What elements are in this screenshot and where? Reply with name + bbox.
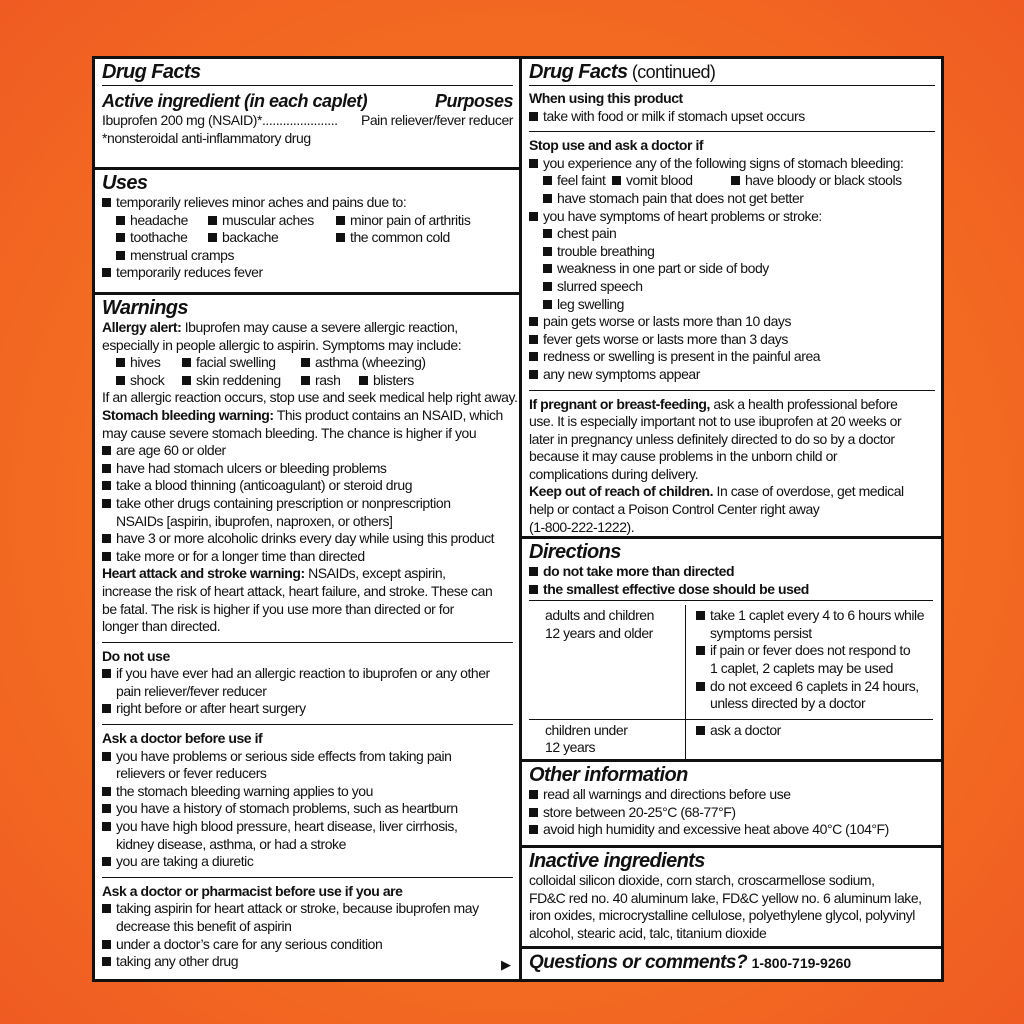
inline-bullet-item — [116, 354, 182, 372]
subheading: Do not use — [102, 647, 170, 664]
bullet-text: slurred speech — [557, 277, 643, 294]
section-title: Inactive ingredients — [529, 850, 705, 872]
questions-line — [529, 952, 935, 974]
bullet-square-icon — [102, 822, 111, 831]
bullet-item — [529, 108, 935, 126]
bullet-text: hives — [130, 354, 161, 371]
bullet-item — [102, 853, 513, 871]
bullet-square-icon — [102, 464, 111, 473]
text: later in pregnancy unless definitely directed to do so by a doctor — [529, 430, 895, 447]
bullet-continuation: pain reliever/fever reducer — [116, 682, 267, 699]
warnings-continued-section — [522, 59, 941, 537]
bullet-square-icon — [529, 825, 538, 834]
bullet-text: you have high blood pressure, heart disease, liver cirrhosis, — [116, 818, 458, 835]
bullet-text: you have problems or serious side effects from taking pain — [116, 747, 452, 764]
bullet-square-icon — [102, 904, 111, 913]
bullet-text: under a doctor’s care for any serious condition — [116, 935, 383, 952]
dosage-cell — [686, 605, 934, 719]
bullet-text: store between 20-25°C (68-77°F) — [543, 803, 736, 820]
inline-bullet-item — [116, 229, 208, 247]
active-ingredient-header — [102, 90, 513, 112]
bullet-square-icon — [543, 300, 552, 309]
bullet-square-icon — [102, 787, 111, 796]
dosage-cell — [686, 719, 934, 761]
bullet-text: have stomach pain that does not get better — [557, 189, 804, 206]
bullet-square-icon — [102, 499, 111, 508]
inline-bullet-item — [731, 172, 935, 190]
bullet-row — [102, 354, 513, 372]
bullet-continuation: kidney disease, asthma, or had a stroke — [116, 835, 346, 852]
bullet-square-icon — [182, 376, 191, 385]
bullet-square-icon — [696, 646, 705, 655]
bullet-item — [102, 460, 513, 478]
bullet-text: do not exceed 6 caplets in 24 hours, — [710, 677, 919, 694]
directions-row — [529, 605, 933, 719]
text-line — [529, 907, 935, 925]
inline-bullet-item — [116, 372, 182, 390]
ingredient-purpose: Pain reliever/fever reducer — [360, 112, 513, 128]
bullet-text: leg swelling — [557, 295, 624, 312]
age-group-line: children under — [545, 721, 628, 738]
text-line — [529, 501, 935, 519]
bullet-text: ask a doctor — [710, 721, 781, 738]
bullet-square-icon — [102, 704, 111, 713]
bullet-text: menstrual cramps — [130, 246, 235, 263]
bullet-square-icon — [543, 282, 552, 291]
bullet-square-icon — [301, 358, 310, 367]
inline-bullet-item — [336, 212, 513, 230]
section-title: Drug Facts — [102, 61, 201, 83]
questions-section — [522, 946, 941, 979]
active-ingredient-section — [95, 59, 519, 168]
age-group-cell — [529, 605, 686, 719]
text-line — [529, 466, 935, 484]
drug-facts-panel — [92, 56, 944, 982]
text: This product contains an NSAID, which — [273, 406, 503, 423]
divider — [102, 877, 513, 878]
bullet-item — [102, 530, 513, 548]
divider — [102, 642, 513, 643]
text-line — [529, 448, 935, 466]
continue-arrow-icon: ▶ — [501, 957, 511, 972]
bullet-text: trouble breathing — [557, 242, 655, 259]
bullet-item — [102, 953, 513, 971]
bullet-text: read all warnings and directions before use — [543, 786, 791, 802]
bullet-text: facial swelling — [196, 354, 276, 371]
sub-bullet-item — [529, 278, 935, 296]
sub-bullet-item — [529, 296, 935, 314]
directions-section — [522, 536, 941, 761]
text: If an allergic reaction occurs, stop use and seek medical help right away. — [102, 389, 518, 406]
bullet-item — [529, 821, 935, 839]
bullet-item — [102, 194, 513, 212]
inline-bullet-item — [182, 354, 301, 372]
inline-bullet-item — [301, 354, 426, 372]
bullet-item — [696, 607, 933, 625]
sub-bullet-item — [529, 243, 935, 261]
bullet-row — [102, 372, 513, 390]
bullet-square-icon — [529, 212, 538, 221]
divider — [529, 600, 933, 601]
bullet-item — [529, 581, 933, 599]
questions-label: Questions or comments? — [529, 952, 748, 973]
bullet-square-icon — [612, 176, 621, 185]
inline-bullet-item — [336, 229, 513, 247]
bullet-square-icon — [543, 194, 552, 203]
bullet-item — [102, 495, 513, 513]
text-line — [529, 890, 935, 908]
bullet-row — [102, 247, 513, 265]
bullet-square-icon — [696, 726, 705, 735]
inline-bullet-item — [301, 372, 359, 390]
bullet-text: you have a history of stomach problems, such as heartburn — [116, 800, 458, 817]
directions-row — [529, 719, 933, 761]
bullet-item — [102, 477, 513, 495]
inactive-ingredients-section — [522, 845, 941, 948]
bullet-item — [529, 208, 935, 226]
text: because it may cause problems in the unborn child or — [529, 448, 838, 465]
inline-bullet-item — [116, 212, 208, 230]
text-line — [102, 319, 513, 337]
age-group-line: 12 years — [545, 739, 596, 756]
text: may cause severe stomach bleeding. The chance is higher if you — [102, 424, 477, 441]
bullet-item — [102, 818, 513, 836]
bullet-text: the smallest effective dose should be used — [543, 580, 809, 597]
uses-section — [95, 167, 519, 294]
text: ask a health professional before — [709, 395, 898, 412]
bullet-square-icon — [102, 752, 111, 761]
bullet-text: the common cold — [350, 229, 450, 246]
text: In case of overdose, get medical — [713, 483, 904, 500]
bullet-square-icon — [102, 552, 111, 561]
bullet-text: you experience any of the following signs of stomach bleeding: — [543, 154, 904, 171]
bold-lead: Keep out of reach of children. — [529, 483, 714, 500]
bullet-continuation: relievers or fever reducers — [116, 765, 267, 782]
text-line — [529, 872, 935, 890]
bullet-text: have bloody or black stools — [745, 172, 902, 189]
bullet-text: redness or swelling is present in the painful area — [543, 348, 821, 365]
text-line — [102, 130, 513, 148]
bullet-text: taking aspirin for heart attack or stroke, because ibuprofen may — [116, 900, 479, 917]
text-line — [102, 601, 513, 619]
bullet-text: if pain or fever does not respond to — [710, 642, 911, 659]
inline-bullet-item — [208, 212, 336, 230]
bullet-square-icon — [182, 358, 191, 367]
bullet-square-icon — [543, 229, 552, 238]
bullet-text: have had stomach ulcers or bleeding problems — [116, 459, 387, 476]
age-group-line: adults and children — [545, 607, 654, 624]
bullet-item — [529, 804, 935, 822]
section-title: Directions — [529, 541, 621, 563]
bullet-text: weakness in one part or side of body — [557, 260, 769, 277]
bullet-text: blisters — [373, 371, 414, 388]
bullet-item — [102, 264, 513, 282]
subheading: Ask a doctor before use if — [102, 730, 263, 747]
bullet-text: toothache — [130, 229, 188, 246]
bullet-square-icon — [102, 669, 111, 678]
text-line — [529, 483, 935, 501]
divider — [529, 131, 935, 132]
bullet-square-icon — [116, 376, 125, 385]
text: alcohol, stearic acid, talc, titanium dioxide — [529, 924, 767, 941]
bullet-square-icon — [116, 233, 125, 242]
text: longer than directed. — [102, 618, 221, 635]
left-column — [95, 59, 522, 979]
bullet-text: avoid high humidity and excessive heat above 40°C (104°F) — [543, 821, 889, 838]
bullet-square-icon — [208, 216, 217, 225]
text-line — [102, 407, 513, 425]
text: NSAIDs, except aspirin, — [304, 565, 446, 582]
bullet-text: minor pain of arthritis — [350, 211, 471, 228]
inline-bullet-item — [543, 172, 612, 190]
inline-bullet-item — [612, 172, 731, 190]
bullet-text: take other drugs containing prescription or nonprescription — [116, 494, 451, 511]
inline-bullet-item — [116, 246, 235, 265]
inline-bullet-item — [208, 229, 336, 247]
bullet-square-icon — [529, 112, 538, 121]
text-line — [529, 413, 935, 431]
divider — [102, 85, 513, 86]
text-line — [529, 431, 935, 449]
bullet-square-icon — [102, 481, 111, 490]
bullet-item — [696, 678, 933, 696]
text: help or contact a Poison Control Center right away — [529, 501, 820, 518]
text: iron oxides, microcrystalline cellulose, polyethylene glycol, polyvinyl — [529, 907, 915, 924]
bullet-text: are age 60 or older — [116, 442, 226, 459]
bold-lead: Stomach bleeding warning: — [102, 406, 274, 423]
text-line — [529, 396, 935, 414]
divider — [529, 85, 935, 86]
bullet-text: take more or for a longer time than directed — [116, 547, 365, 564]
text: colloidal silicon dioxide, corn starch, croscarmellose sodium, — [529, 872, 875, 888]
bullet-text: headache — [130, 211, 188, 228]
bullet-square-icon — [116, 216, 125, 225]
phone-number: 1-800-719-9260 — [751, 955, 852, 971]
text: FD&C red no. 40 aluminum lake, FD&C yellow no. 6 aluminum lake, — [529, 889, 922, 906]
bullet-text: temporarily relieves minor aches and pains due to: — [116, 194, 407, 210]
bullet-text: backache — [222, 229, 279, 246]
age-group-cell — [529, 719, 686, 761]
section-title: Other information — [529, 764, 688, 786]
bullet-square-icon — [102, 534, 111, 543]
text-line — [102, 337, 513, 355]
bullet-item — [102, 748, 513, 766]
bullet-continuation: symptoms persist — [710, 624, 812, 641]
bullet-item — [696, 722, 933, 740]
bullet-square-icon — [696, 682, 705, 691]
bullet-item — [102, 936, 513, 954]
subheading: Ask a doctor or pharmacist before use if you are — [102, 882, 403, 899]
bullet-square-icon — [696, 611, 705, 620]
purposes-label: Purposes — [434, 91, 513, 111]
bullet-square-icon — [102, 957, 111, 966]
text: *nonsteroidal anti-inflammatory drug — [102, 129, 311, 146]
bullet-text: temporarily reduces fever — [116, 264, 263, 281]
bullet-square-icon — [529, 585, 538, 594]
bullet-item — [529, 313, 935, 331]
bullet-text: taking any other drug — [116, 953, 239, 970]
ingredient-name: Ibuprofen 200 mg (NSAID)*...................... — [102, 112, 338, 128]
bullet-square-icon — [336, 233, 345, 242]
bullet-text: fever gets worse or lasts more than 3 days — [543, 330, 788, 347]
bullet-text: have 3 or more alcoholic drinks every day while using this product — [116, 530, 495, 547]
text-line — [529, 925, 935, 943]
text-line — [102, 389, 518, 407]
bullet-text: asthma (wheezing) — [315, 354, 426, 371]
bullet-continuation: NSAIDs [aspirin, ibuprofen, naproxen, or others] — [116, 512, 393, 529]
bullet-item — [102, 800, 513, 818]
text-line — [102, 565, 513, 583]
inline-bullet-item — [359, 372, 513, 390]
bullet-continuation: 1 caplet, 2 caplets may be used — [710, 659, 893, 676]
text-line — [102, 583, 513, 601]
section-title-main: Drug Facts — [529, 61, 628, 83]
subheading: Stop use and ask a doctor if — [529, 137, 704, 154]
bullet-text: pain gets worse or lasts more than 10 days — [543, 313, 792, 330]
text: use. It is especially important not to use ibuprofen at 20 weeks or — [529, 413, 902, 430]
bullet-square-icon — [102, 446, 111, 455]
bullet-continuation: unless directed by a doctor — [710, 695, 866, 712]
sub-bullet-item — [529, 260, 935, 278]
section-title: Uses — [102, 172, 148, 194]
bullet-text: you have symptoms of heart problems or stroke: — [543, 207, 822, 224]
inline-bullet-item — [182, 372, 301, 390]
bullet-item — [529, 563, 933, 581]
bullet-item — [529, 348, 935, 366]
bullet-text: vomit blood — [626, 172, 693, 189]
bullet-row — [102, 212, 513, 230]
bullet-text: you are taking a diuretic — [116, 853, 254, 870]
bullet-item — [102, 548, 513, 566]
bullet-text: take 1 caplet every 4 to 6 hours while — [710, 607, 925, 624]
bullet-text: any new symptoms appear — [543, 365, 700, 382]
bullet-item — [529, 155, 935, 173]
warnings-section — [95, 292, 519, 979]
bullet-text: take with food or milk if stomach upset occurs — [543, 107, 805, 124]
bullet-square-icon — [208, 233, 217, 242]
bullet-square-icon — [116, 358, 125, 367]
right-column — [522, 59, 941, 979]
bullet-item — [102, 700, 513, 718]
text: especially in people allergic to aspirin. Symptoms may include: — [102, 336, 462, 353]
bullet-square-icon — [102, 268, 111, 277]
bullet-square-icon — [529, 567, 538, 576]
active-ingredient-row — [102, 112, 513, 130]
active-ingredient-label: Active ingredient (in each caplet) — [102, 91, 368, 111]
bullet-square-icon — [543, 176, 552, 185]
divider — [529, 390, 935, 391]
age-group-line: 12 years and older — [545, 624, 653, 641]
bullet-item — [529, 366, 935, 384]
bullet-square-icon — [102, 857, 111, 866]
bold-lead: Heart attack and stroke warning: — [102, 565, 305, 582]
bullet-item — [529, 786, 935, 804]
bullet-text: feel faint — [557, 172, 606, 189]
sub-bullet-item — [529, 190, 935, 208]
bullet-square-icon — [529, 370, 538, 379]
bullet-square-icon — [529, 808, 538, 817]
text: be fatal. The risk is higher if you use more than directed or for — [102, 600, 454, 617]
text: (1-800-222-1222). — [529, 518, 635, 535]
bullet-item — [696, 642, 933, 660]
bullet-square-icon — [102, 940, 111, 949]
text: complications during delivery. — [529, 465, 699, 482]
bullet-text: rash — [315, 371, 341, 388]
bullet-square-icon — [529, 159, 538, 168]
bullet-square-icon — [359, 376, 368, 385]
section-title: Warnings — [102, 297, 188, 319]
bullet-square-icon — [529, 790, 538, 799]
bullet-square-icon — [336, 216, 345, 225]
bullet-text: chest pain — [557, 225, 617, 242]
bullet-item — [102, 900, 513, 918]
text: Ibuprofen may cause a severe allergic reaction, — [181, 319, 458, 335]
bullet-continuation: decrease this benefit of aspirin — [116, 918, 292, 934]
sub-bullet-item — [529, 225, 935, 243]
text-line — [529, 519, 935, 537]
bold-lead: If pregnant or breast-feeding, — [529, 395, 710, 412]
section-title-suffix: (continued) — [627, 62, 716, 82]
bullet-text: skin reddening — [196, 371, 281, 388]
bullet-square-icon — [731, 176, 740, 185]
bullet-square-icon — [543, 247, 552, 256]
bullet-text: do not take more than directed — [543, 563, 735, 579]
directions-table — [529, 605, 933, 761]
text-line — [102, 425, 513, 443]
bullet-square-icon — [102, 198, 111, 207]
divider — [102, 724, 513, 725]
bullet-row — [529, 172, 935, 190]
bullet-square-icon — [543, 264, 552, 273]
bullet-text: take a blood thinning (anticoagulant) or steroid drug — [116, 477, 413, 494]
bullet-square-icon — [529, 352, 538, 361]
section-title — [529, 61, 935, 83]
text-line — [102, 618, 513, 636]
subheading: When using this product — [529, 90, 683, 106]
bullet-square-icon — [529, 317, 538, 326]
bullet-text: right before or after heart surgery — [116, 700, 306, 717]
bullet-square-icon — [116, 251, 125, 260]
bullet-item — [102, 442, 513, 460]
bullet-item — [529, 331, 935, 349]
bullet-text: muscular aches — [222, 211, 314, 228]
bullet-text: shock — [130, 371, 165, 388]
bullet-square-icon — [102, 804, 111, 813]
bullet-text: the stomach bleeding warning applies to you — [116, 782, 373, 799]
bullet-square-icon — [301, 376, 310, 385]
bullet-row — [102, 229, 513, 247]
bold-lead: Allergy alert: — [102, 319, 182, 335]
bullet-item — [102, 783, 513, 801]
text: increase the risk of heart attack, heart failure, and stroke. These can — [102, 582, 493, 599]
bullet-square-icon — [529, 335, 538, 344]
bullet-item — [102, 665, 513, 683]
other-information-section — [522, 759, 941, 847]
bullet-text: if you have ever had an allergic reaction to ibuprofen or any other — [116, 665, 490, 682]
